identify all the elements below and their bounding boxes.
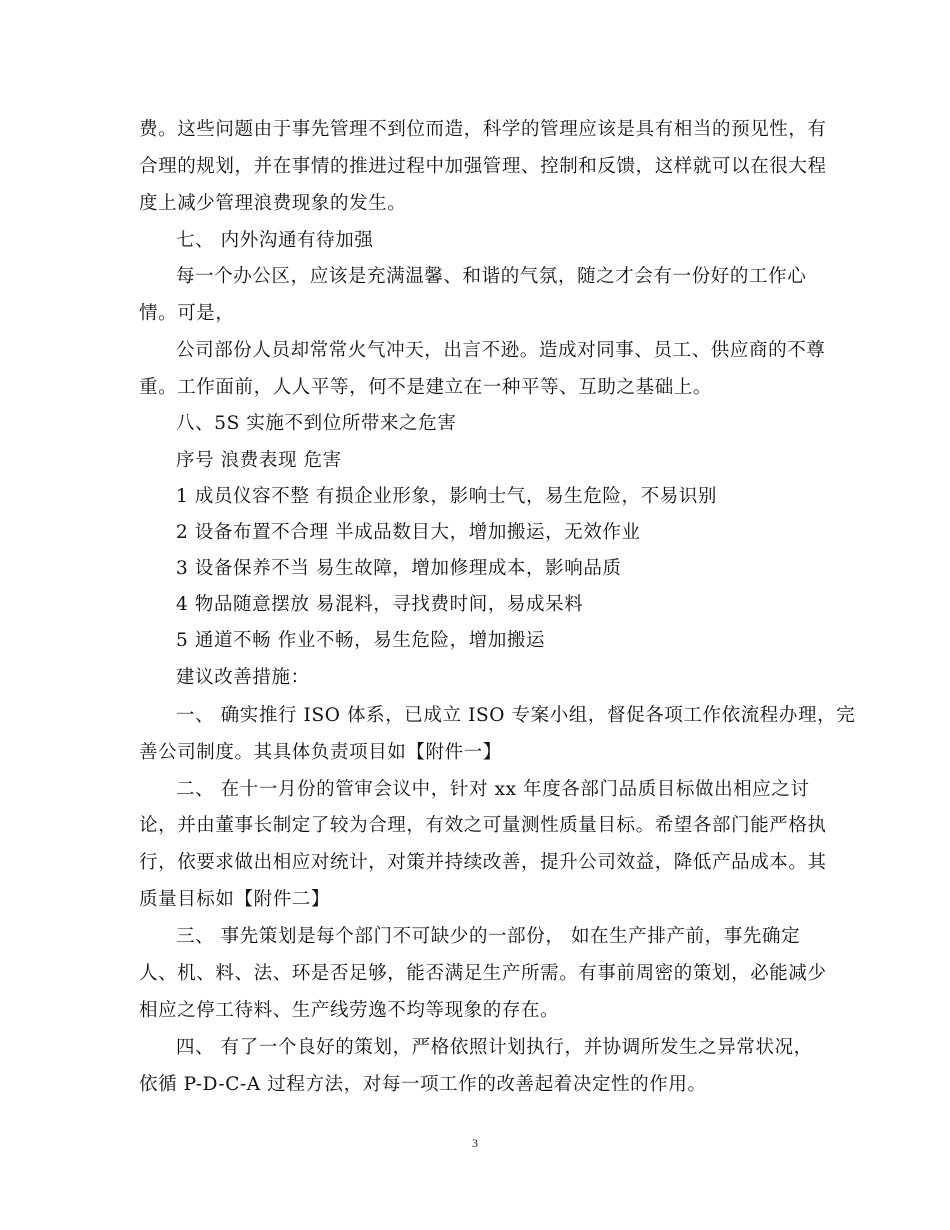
paragraph-line: 论，并由董事长制定了较为合理，有效之可量测性质量目标。希望各部门能严格执 <box>139 815 827 836</box>
section-heading: 七、 内外沟通有待加强 <box>176 230 374 251</box>
table-row-line: 3 设备保养不当 易生故障，增加修理成本，影响品质 <box>176 558 622 579</box>
paragraph-line: 二、 在十一月份的管审会议中，针对 xx 年度各部门品质目标做出相应之讨 <box>176 779 810 800</box>
paragraph-line: 三、 事先策划是每个部门不可缺少的一部份， 如在生产排产前，事先确定 <box>176 926 801 947</box>
table-header-line: 序号 浪费表现 危害 <box>176 450 342 471</box>
paragraph-line: 每一个办公区，应该是充满温馨、和谐的气氛，随之才会有一份好的工作心 <box>176 266 807 287</box>
paragraph-line: 行，依要求做出相应对统计，对策并持续改善，提升公司效益，降低产品成本。其 <box>139 852 827 873</box>
paragraph-line: 情。可是， <box>139 303 235 324</box>
table-row-line: 5 通道不畅 作业不畅，易生危险，增加搬运 <box>176 630 546 651</box>
paragraph-line: 质量目标如【附件二】 <box>139 889 331 910</box>
paragraph-line: 善公司制度。其具体负责项目如【附件一】 <box>139 742 502 763</box>
table-row-line: 2 设备布置不合理 半成品数目大，增加搬运，无效作业 <box>176 522 641 543</box>
paragraph-line: 公司部份人员却常常火气冲天，出言不逊。造成对同事、员工、供应商的不尊 <box>176 340 826 361</box>
paragraph-line: 相应之停工待料、生产线劳逸不均等现象的存在。 <box>139 1000 560 1021</box>
paragraph-line: 依循 P-D-C-A 过程方法，对每一项工作的改善起着决定性的作用。 <box>139 1074 707 1095</box>
paragraph-line: 费。这些问题由于事先管理不到位而造，科学的管理应该是具有相当的预见性，有 <box>139 119 827 140</box>
paragraph-line: 重。工作面前，人人平等，何不是建立在一种平等、互助之基础上。 <box>139 377 713 398</box>
paragraph-line: 合理的规划，并在事情的推进过程中加强管理、控制和反馈，这样就可以在很大程 <box>139 156 827 177</box>
table-row-line: 4 物品随意摆放 易混料，寻找费时间，易成呆料 <box>176 594 584 615</box>
paragraph-line: 一、 确实推行 ISO 体系，已成立 ISO 专案小组，督促各项工作依流程办理，完 <box>176 705 856 726</box>
page-number: 3 <box>472 1136 478 1150</box>
section-heading: 建议改善措施： <box>176 667 310 688</box>
paragraph-line: 人、机、料、法、环是否足够，能否满足生产所需。有事前周密的策划，必能减少 <box>139 963 827 984</box>
paragraph-line: 度上减少管理浪费现象的发生。 <box>139 193 407 214</box>
table-row-line: 1 成员仪容不整 有损企业形象，影响士气，易生危险，不易识别 <box>176 486 718 507</box>
section-heading: 八、5S 实施不到位所带来之危害 <box>176 413 457 434</box>
paragraph-line: 四、 有了一个良好的策划，严格依照计划执行，并协调所发生之异常状况， <box>176 1037 813 1058</box>
